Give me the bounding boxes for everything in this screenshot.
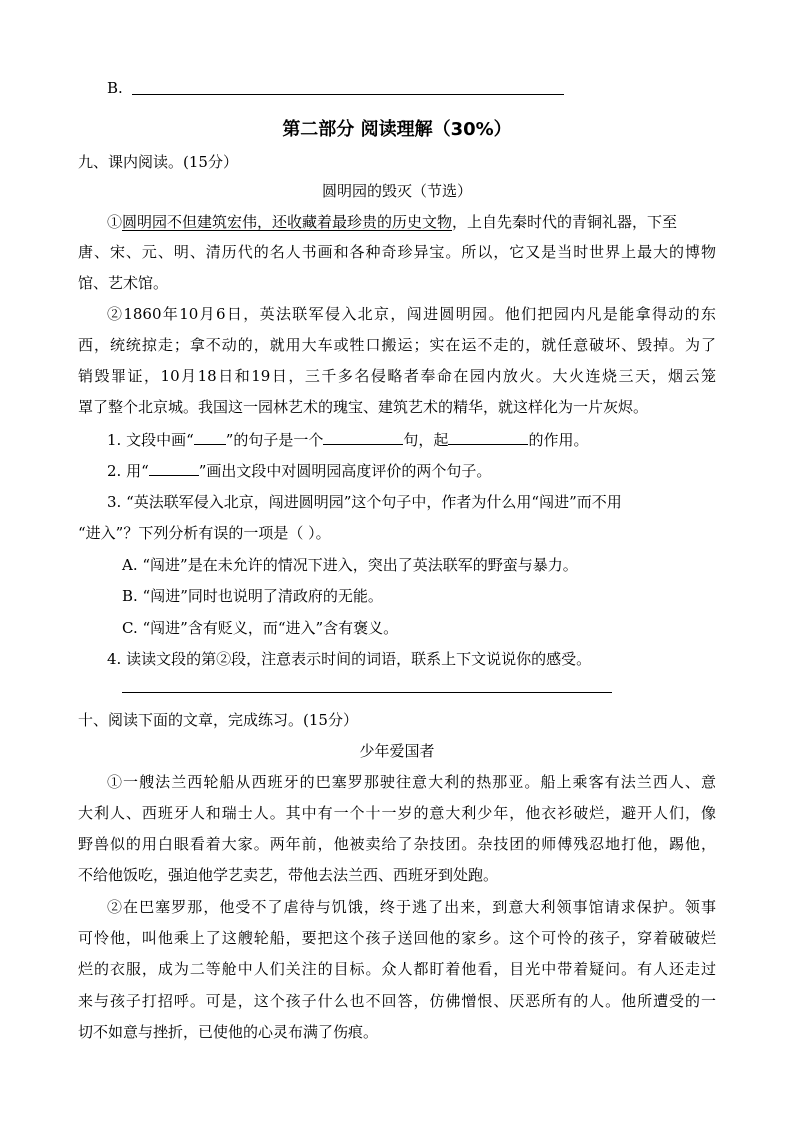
q9-para2-line4: 罩了整个北京城。我国这一园林艺术的瑰宝、建筑艺术的精华，就这样化为一片灰烬。 [78,398,649,416]
q9-q1-blank-function[interactable] [448,430,528,445]
q9-q3-option-a[interactable]: A. “闯进”是在未允许的情况下进入，突出了英法联军的野蛮与暴力。 [122,556,578,574]
q9-question4: 4. 读读文段的第②段，注意表示时间的词语，联系上下文说说你的感受。 [107,650,592,668]
q9-question3-line1: 3. “英法联军侵入北京，闯进圆明园”这个句子中，作者为什么用“闯进”而不用 [107,493,622,511]
q9-para1-line3: 馆、艺术馆。 [78,274,169,292]
q9-q1-blank-type[interactable] [323,430,403,445]
q10-para2-line3: 烂的衣服，成为二等舱中人们关注的目标。众人都盯着他看，目光中带着疑问。有人还走过 [78,960,716,978]
q9-passage-title: 圆明园的毁灭（节选） [321,182,472,200]
q9-underlined-sentence: 圆明园不但建筑宏伟，还收藏着最珍贵的历史文物 [122,213,453,231]
q10-para2-line4: 来与孩子打招呼。可是，这个孩子什么也不回答，仿佛憎恨、厌恶所有的人。他所遭受的一 [78,992,716,1010]
q9-para1-line2: 唐、宋、元、明、清历代的名人书画和各种奇珍异宝。所以，它又是当时世界上最大的博物 [78,243,716,261]
option-b-label: B. [107,79,123,97]
q10-para2-line5: 切不如意与挫折，已使他的心灵布满了伤痕。 [78,1023,379,1041]
part2-heading: 第二部分 阅读理解（30%） [282,119,512,140]
q10-para1-line1: ①一艘法兰西轮船从西班牙的巴塞罗那驶往意大利的热那亚。船上乘客有法兰西人、意 [107,773,716,791]
q9-question2: 2. 用“ ”画出文段中对圆明园高度评价的两个句子。 [107,462,492,480]
q10-para1-line3: 野兽似的用白眼看着大家。两年前，他被卖给了杂技团。杂技团的师傅残忍地打他，踢他， [78,835,716,853]
q9-para2-line1: ②1860年10月6日，英法联军侵入北京，闯进圆明园。他们把园内凡是能拿得动的东 [107,305,716,323]
q9-q4-answer-line[interactable] [122,692,612,693]
q9-q2-line-sample [149,461,199,476]
option-b-answer-line[interactable] [132,94,564,95]
q9-para2-line3: 销毁罪证，10月18日和19日，三千多名侵略者奉命在园内放火。大火连烧三天，烟云笼 [78,367,716,385]
q9-q1-blank-mark[interactable] [194,430,226,445]
q9-para1-line1: ①圆明园不但建筑宏伟，还收藏着最珍贵的历史文物，上自先秦时代的青铜礼器，下至 [107,213,678,231]
q10-para1-line4: 不给他饭吃，强迫他学艺卖艺，带他去法兰西、西班牙到处跑。 [78,866,499,884]
q10-para2-line1: ②在巴塞罗那，他受不了虐待与饥饿，终于逃了出来，到意大利领事馆请求保护。领事 [107,898,716,916]
q9-para2-line2: 西，统统掠走；拿不动的，就用大车或牲口搬运；实在运不走的，就任意破坏、毁掉。为了 [78,336,716,354]
q10-heading: 十、阅读下面的文章，完成练习。(15分） [78,711,358,729]
q10-para2-line2: 可怜他，叫他乘上了这艘轮船，要把这个孩子送回他的家乡。这个可怜的孩子，穿着破破烂 [78,929,716,947]
q9-q3-option-b[interactable]: B. “闯进”同时也说明了清政府的无能。 [122,587,383,605]
q10-para1-line2: 大利人、西班牙人和瑞士人。其中有一个十一岁的意大利少年，他衣衫破烂，避开人们，像 [78,804,716,822]
q10-passage-title: 少年爱国者 [359,742,435,760]
q9-q3-option-c[interactable]: C. “闯进”含有贬义，而“进入”含有褒义。 [122,619,399,637]
q9-question3-line2: “进入”？下列分析有误的一项是（ ）。 [78,524,331,542]
q9-heading: 九、课内阅读。(15分） [78,153,238,171]
q9-question1: 1. 文段中画“ ”的句子是一个 句，起 的作用。 [107,431,589,449]
